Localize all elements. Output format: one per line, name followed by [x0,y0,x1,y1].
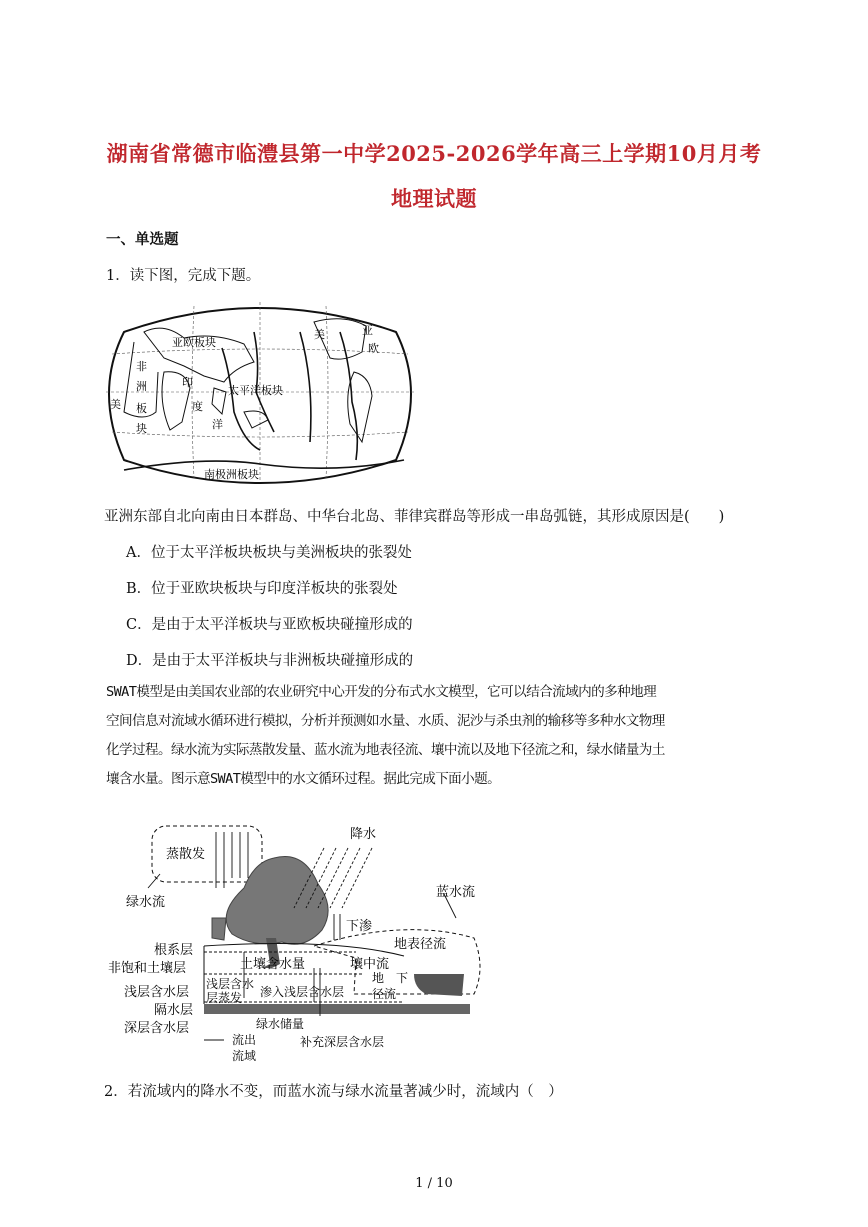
option-d: D．是由于太平洋板块与非洲板块碰撞形成的 [126,653,414,669]
swat-label-shallow-evap-2: 层蒸发 [206,991,243,1005]
section-heading: 一、单选题 [106,231,179,248]
map-label-pacific-plate: 太平洋板块 [228,384,283,397]
passage-line-4: 壤含水量。图示意SWAT模型中的水文循环过程。据此完成下面小题。 [106,771,501,787]
question-2-text: 2．若流域内的降水不变，而蓝水流与绿水流量著减少时，流域内（ ） [104,1084,563,1100]
swat-label-seep-shallow: 渗入浅层含水层 [260,985,345,999]
swat-label-aquitard: 隔水层 [154,1003,194,1018]
option-c: C．是由于太平洋板块与亚欧板块碰撞形成的 [126,617,413,633]
map-label-fei: 非 [136,360,147,373]
map-label-kuai: 块 [136,422,147,435]
swat-label-root-layer: 根系层 [154,943,194,958]
swat-label-surface-runoff: 地表径流 [394,937,447,952]
map-label-eurasian-plate: 亚欧板块 [172,336,216,349]
map-label-mei-west: 美 [110,398,121,411]
swat-label-evap: 蒸散发 [166,847,206,862]
swat-label-outflow-1: 流出 [232,1033,257,1047]
map-label-mei-east: 美 [314,328,325,341]
swat-label-unsaturated: 非饱和土壤层 [108,961,187,976]
swat-diagram [104,818,484,1068]
swat-label-ground-2: 径流 [372,987,397,1001]
question-1-text: 亚洲东部自北向南由日本群岛、中华台北岛、菲律宾群岛等形成一串岛弧链，其形成原因是( ) [104,509,725,525]
exam-title-line1: 湖南省常德市临澧县第一中学2025-2026学年高三上学期10月月考 [106,141,762,166]
swat-label-recharge-deep: 补充深层含水层 [300,1035,385,1049]
passage-line-1: SWAT模型是由美国农业部的农业研究中心开发的分布式水文模型，它可以结合流域内的多种地理 [106,684,657,700]
passage-line-2: 空间信息对流域水循环进行模拟，分析并预测如水量、水质、泥沙与杀虫剂的输移等多种水文物理 [106,713,665,729]
map-label-zhou: 洲 [136,380,147,393]
swat-label-shallow-aquifer: 浅层含水层 [124,985,190,1000]
swat-label-deep-aquifer: 深层含水层 [124,1021,190,1036]
map-label-ou: 欧 [368,342,379,355]
option-a: A．位于太平洋板块板块与美洲板块的张裂处 [126,545,412,561]
passage-line-3: 化学过程。绿水流为实际蒸散发量、蓝水流为地表径流、壤中流以及地下径流之和，绿水储量为土 [106,742,665,758]
map-label-ya: 亚 [362,324,373,337]
swat-label-green-storage: 绿水储量 [256,1017,305,1031]
swat-label-green-flow: 绿水流 [126,895,166,910]
swat-label-precip: 降水 [350,827,377,842]
map-label-antarctic-plate: 南极洲板块 [204,468,259,481]
world-plates-map [104,292,416,492]
map-label-yang: 洋 [212,418,223,431]
map-label-ban: 板 [136,402,147,415]
exam-title-line2: 地理试题 [391,186,477,211]
swat-label-soil-water: 土壤含水量 [240,957,306,972]
question-1-stem: 1．读下图，完成下题。 [106,268,261,284]
swat-label-infiltration: 下渗 [346,919,373,934]
swat-label-outflow-2: 流域 [232,1049,257,1063]
swat-label-shallow-evap-1: 浅层含水 [206,977,255,991]
swat-label-blue-flow: 蓝水流 [436,885,476,900]
swat-label-interflow: 壤中流 [350,957,390,972]
swat-passage [106,678,766,794]
page-number: 1 / 10 [415,1176,453,1191]
map-label-du: 度 [192,400,203,413]
swat-label-ground-1: 地 下 [372,971,409,985]
map-label-yin: 印 [182,376,193,389]
option-b: B．位于亚欧块板块与印度洋板块的张裂处 [126,581,398,597]
